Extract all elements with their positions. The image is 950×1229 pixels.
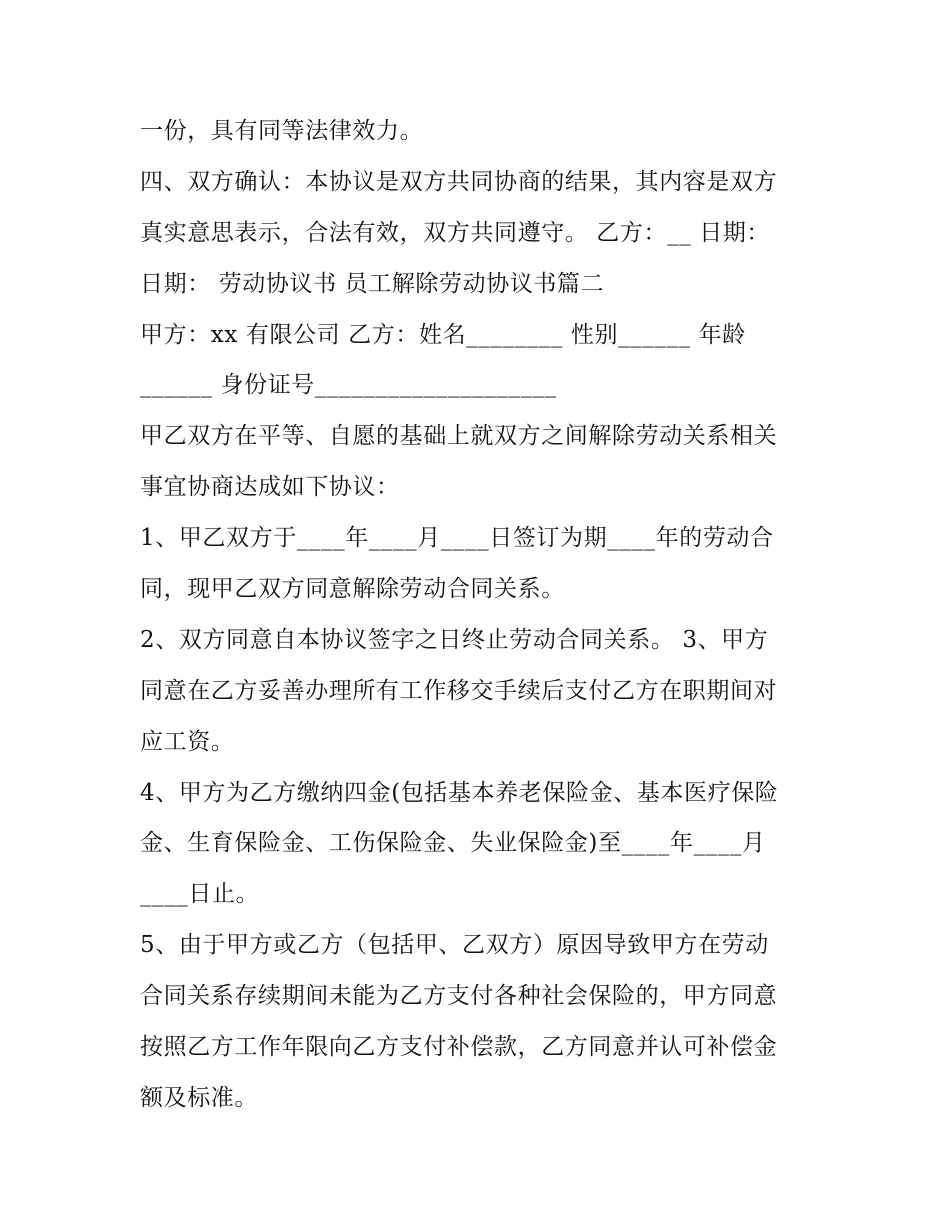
text-line: 按照乙方工作年限向乙方支付补偿款，乙方同意并认可补偿金 (140, 1034, 778, 1061)
text-line: 一份，具有同等法律效力。 (140, 118, 424, 144)
text-line: 事宜协商达成如下协议： (140, 474, 400, 501)
text-line: 合同关系存续期间未能为乙方支付各种社会保险的，甲方同意 (140, 983, 778, 1010)
text-line: 同，现甲乙双方同意解除劳动合同关系。 (140, 576, 565, 603)
text-line: 金、生育保险金、工伤保险金、失业保险金)至____年____月 (140, 830, 766, 857)
text-line: 1、甲乙双方于____年____月____日签订为期____年的劳动合 (140, 525, 774, 552)
text-line: 应工资。 (140, 728, 235, 755)
text-line: 同意在乙方妥善办理所有工作移交手续后支付乙方在职期间对 (140, 677, 778, 704)
text-line: ____日止。 (140, 881, 260, 908)
text-line: ______ 身份证号____________________ (140, 372, 557, 399)
text-line: 5、由于甲方或乙方（包括甲、乙双方）原因导致甲方在劳动 (140, 932, 769, 959)
text-line: 2、双方同意自本协议签字之日终止劳动合同关系。 3、甲方 (140, 626, 769, 653)
text-line: 额及标准。 (140, 1084, 258, 1111)
text-line: 四、双方确认：本协议是双方共同协商的结果，其内容是双方 (140, 168, 778, 195)
text-line: 真实意思表示，合法有效，双方共同遵守。 乙方：__ 日期： (140, 219, 771, 246)
text-line: 甲乙双方在平等、自愿的基础上就双方之间解除劳动关系相关 (140, 423, 778, 450)
text-line: 甲方：xx 有限公司 乙方：姓名________ 性别______ 年龄 (140, 321, 746, 348)
text-line: 日期： 劳动协议书 员工解除劳动协议书篇二 (140, 270, 605, 297)
text-line: 4、甲方为乙方缴纳四金(包括基本养老保险金、基本医疗保险 (140, 779, 779, 806)
document-body (140, 106, 830, 1124)
